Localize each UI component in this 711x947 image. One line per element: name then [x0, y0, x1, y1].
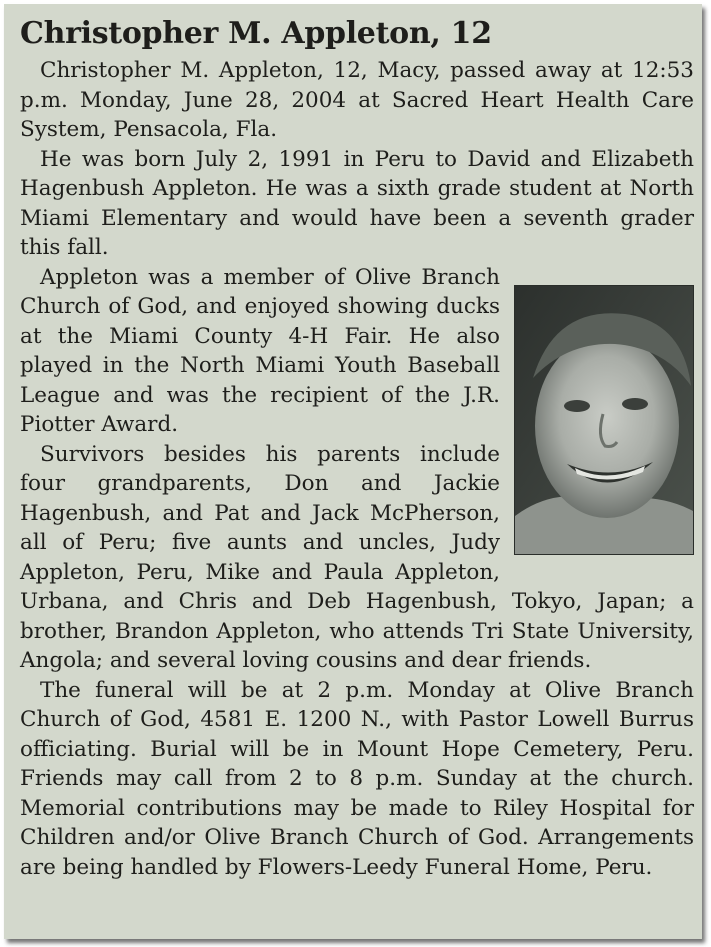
newspaper-clipping: [4, 4, 702, 939]
paragraph-birth: He was born July 2, 1991 in Peru to David and Elizabeth Hagenbush Appleton. He was a sixth grade student at North Miami Elementary and would have been a seventh grader this fall.: [20, 146, 694, 260]
paragraph-death: Christopher M. Appleton, 12, Macy, passed away at 12:53 p.m. Monday, June 28, 2004 at Sacred Heart Health Care System, Pensacola, Fla.: [20, 58, 694, 142]
paragraph-activities: Appleton was a member of Olive Branch Church of God, and enjoyed showing ducks at the Miami County 4-H Fair. He also played in the North Miami Youth Baseball League and was the recipient of the J.R. Piotter Award.: [20, 264, 500, 437]
paragraph-funeral: The funeral will be at 2 p.m. Monday at Olive Branch Church of God, 4581 E. 1200 N., with Pastor Lowell Burrus officiating. Burial will be in Mount Hope Cemetery, Peru. Friends may call from 2 to 8 p.m. Sunday at the church. Memorial contributions may be made to Riley Hospital for Children and/or Olive Branch Church of God. Arrangements are being handled by Flowers-Leedy Funeral Home, Peru.: [20, 677, 694, 880]
portrait-photo-drawing: [515, 286, 693, 554]
obituary-body: [20, 56, 694, 882]
obituary-article: [20, 12, 694, 882]
portrait-photo: [514, 285, 694, 555]
obituary-headline: Christopher M. Appleton, 12: [20, 16, 492, 51]
paragraph-survivors: Survivors besides his parents include four grandparents, Don and Jackie Hagenbush, and Pat and Jack McPherson, all of Peru; five aunts and uncles, Judy Appleton, Peru, Mike and Paula Appleton, Urbana, and Chris and Deb Hagenbush, Tokyo, Japan; a brother, Brandon Appleton, who attends Tri State University, Angola; and several loving cousins and dear friends.: [20, 441, 694, 673]
